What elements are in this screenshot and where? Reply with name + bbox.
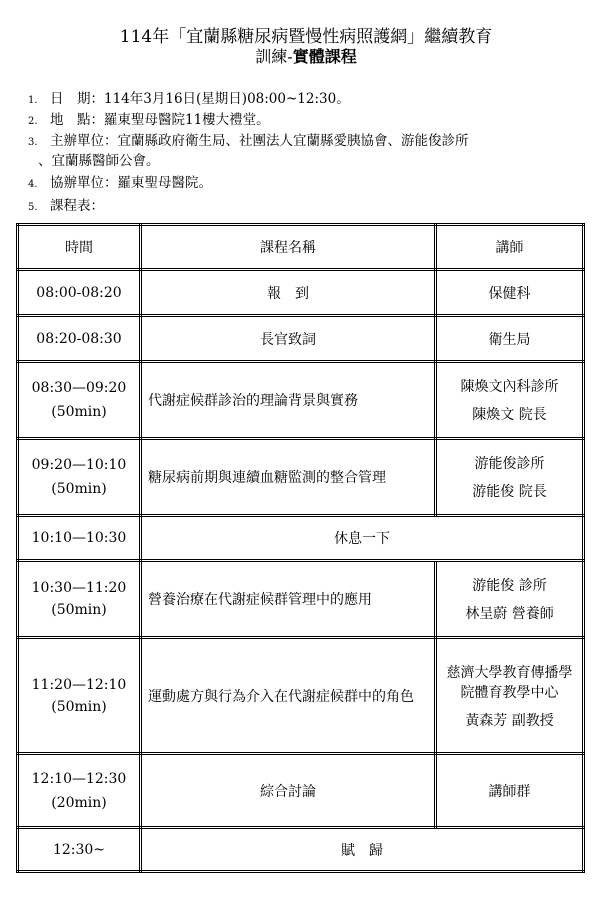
time-range: 10:30—11:20	[31, 580, 127, 596]
speaker-name: 游能俊 院長	[472, 484, 547, 500]
time-range: 11:20—12:10	[31, 676, 127, 693]
cell-speaker	[436, 439, 584, 516]
info-text: 主辦單位：宜蘭縣政府衛生局、社團法人宜蘭縣愛胰協會、游能俊診所	[50, 133, 469, 149]
info-text: 課程表：	[50, 198, 104, 214]
table-header-row	[18, 225, 584, 270]
cell-time	[18, 561, 141, 638]
time-range: 09:20—10:10	[31, 457, 127, 473]
cell-course: 綜合討論	[141, 754, 436, 828]
duration: (50min)	[51, 602, 107, 618]
duration: (50min)	[51, 698, 107, 715]
cell-course: 運動處方與行為介入在代謝症候群中的角色	[141, 638, 436, 754]
info-text: 、宜蘭縣醫師公會。	[38, 153, 160, 169]
table-row	[18, 316, 584, 362]
speaker-name: 黃森芳 副教授	[465, 712, 554, 729]
title-bold: 實體課程	[292, 47, 357, 66]
table-row	[18, 638, 584, 754]
doc-title-line2	[36, 44, 576, 67]
title-prefix: 訓練-	[255, 47, 293, 66]
info-item-date	[28, 89, 588, 111]
cell-time: 08:00-08:20	[18, 270, 141, 316]
time-range: 12:10—12:30	[31, 770, 127, 787]
cell-time	[18, 439, 141, 516]
time-range: 08:30—09:20	[31, 380, 127, 396]
cell-course: 長官致詞	[141, 316, 436, 362]
info-num: 3.	[28, 137, 38, 148]
cell-speaker: 衛生局	[436, 316, 584, 362]
cell-course: 營養治療在代謝症候群管理中的應用	[141, 561, 436, 638]
table-row	[18, 270, 584, 316]
cell-speaker: 保健科	[436, 270, 584, 316]
table-row	[18, 362, 584, 439]
info-item-place	[28, 110, 588, 132]
duration: (50min)	[51, 481, 107, 497]
header-time: 時間	[18, 225, 141, 270]
cell-time: 10:10—10:30	[18, 516, 141, 561]
cell-time	[18, 362, 141, 439]
cell-course: 糖尿病前期與連續血糖監測的整合管理	[141, 439, 436, 516]
speaker-org: 游能俊 診所	[472, 578, 547, 594]
speaker-org: 陳煥文內科診所	[460, 379, 559, 395]
info-num: 4.	[28, 179, 38, 190]
cell-speaker: 講師群	[436, 754, 584, 828]
info-num: 5.	[28, 202, 38, 213]
info-item-coorganizer	[28, 173, 588, 195]
speaker-org: 慈濟大學教育傳播學院體育教學中心	[446, 664, 573, 701]
header-speaker: 講師	[436, 225, 584, 270]
table-row	[18, 754, 584, 828]
info-text: 地 點：羅東聖母醫院11樓大禮堂。	[50, 112, 270, 128]
speaker-org: 游能俊診所	[474, 456, 545, 472]
cell-time	[18, 638, 141, 754]
duration: (20min)	[51, 794, 107, 811]
schedule-table	[16, 223, 585, 873]
cell-course: 休息一下	[141, 516, 584, 561]
cell-speaker	[436, 561, 584, 638]
cell-speaker	[436, 638, 584, 754]
speaker-name: 陳煥文 院長	[472, 407, 547, 423]
cell-time	[18, 754, 141, 828]
info-item-schedule	[28, 196, 588, 218]
info-item-organizer	[28, 131, 588, 153]
header-course: 課程名稱	[141, 225, 436, 270]
cell-time: 12:30~	[18, 828, 141, 872]
info-text: 協辦單位：羅東聖母醫院。	[50, 175, 212, 191]
cell-course: 報 到	[141, 270, 436, 316]
info-text: 日 期：114年3月16日(星期日)08:00~12:30。	[50, 91, 350, 107]
info-item-organizer-cont	[38, 151, 598, 172]
doc-title-line1: 114年「宜蘭縣糖尿病暨慢性病照護網」繼續教育	[119, 27, 493, 47]
table-row	[18, 516, 584, 561]
cell-course: 代謝症候群診治的理論背景與實務	[141, 362, 436, 439]
cell-speaker	[436, 362, 584, 439]
cell-time: 08:20-08:30	[18, 316, 141, 362]
duration: (50min)	[51, 404, 107, 420]
table-row	[18, 828, 584, 872]
info-num: 2.	[28, 116, 38, 127]
cell-course: 賦 歸	[141, 828, 584, 872]
info-num: 1.	[28, 95, 38, 106]
table-row	[18, 439, 584, 516]
table-row	[18, 561, 584, 638]
speaker-name: 林呈蔚 營養師	[465, 606, 554, 622]
